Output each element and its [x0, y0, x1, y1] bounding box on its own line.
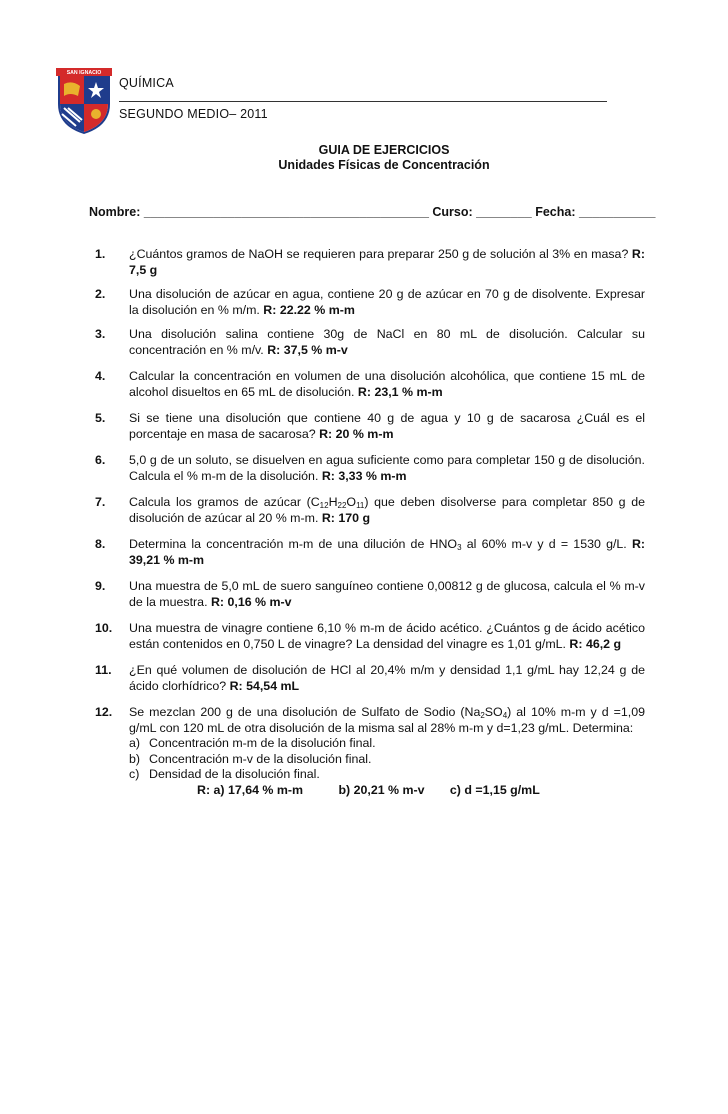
question-number: 12.: [95, 705, 113, 719]
question-number: 1.: [95, 247, 106, 261]
question-answer: R: 54,54 mL: [229, 678, 300, 693]
question-number: 2.: [95, 287, 106, 301]
question-number: 7.: [95, 495, 106, 509]
question-number: 6.: [95, 453, 106, 467]
subscript: 2: [480, 711, 485, 720]
subitem-text: Concentración m-m de la disolución final.: [149, 736, 376, 750]
question-3: [95, 327, 645, 358]
question-number: 10.: [95, 621, 113, 635]
final-answers: [129, 783, 645, 799]
subitem-c: [129, 767, 645, 783]
subitem-label: c): [129, 767, 140, 781]
subscript: 11: [356, 501, 365, 510]
subscript: 12: [319, 501, 329, 510]
question-12: [95, 705, 645, 798]
subscript: 22: [337, 501, 347, 510]
question-answer: R: 39,21 % m-m: [129, 537, 646, 567]
subscript: 4: [502, 711, 508, 720]
answer-c: c) d =1,15 g/mL: [449, 782, 540, 797]
question-number: 9.: [95, 579, 106, 593]
question-4: [95, 369, 645, 400]
question-5: [95, 411, 645, 442]
question-text: Calcular la concentración en volumen de una disolución alcohólica, que contiene 15 mL de alcohol disueltos en 65 mL de disolución.: [129, 369, 645, 399]
subitem-a: [129, 736, 645, 752]
question-text: Determina la concentración m-m de una dilución de HNO: [129, 537, 458, 551]
question-text: ¿Cuántos gramos de NaOH se requieren para preparar 250 g de solución al 3% en masa?: [129, 247, 632, 261]
logo-lettering: SAN IGNACIO: [66, 70, 102, 77]
question-text: Una disolución salina contiene 30g de NaCl en 80 mL de disolución. Calcular su concentración en % m/v.: [129, 327, 645, 357]
question-text: Una muestra de 5,0 mL de suero sanguíneo contiene 0,00812 g de glucosa, calcula el % m-v de la muestra.: [129, 579, 645, 609]
question-8: [95, 537, 645, 568]
question-text: Si se tiene una disolución que contiene 40 g de agua y 10 g de sacarosa ¿Cuál es el porcentaje en masa de sacarosa?: [129, 411, 645, 441]
question-text: ) al 10% m-m y d =1,09 g/mL con 120 mL de otra disolución de la misma sal al 28% m-m y d=1,23 g/mL. Determina:: [129, 705, 645, 735]
question-number: 8.: [95, 537, 106, 551]
question-answer: R: 37,5 % m-v: [267, 342, 348, 357]
question-text: Una disolución de azúcar en agua, contiene 20 g de azúcar en 70 g de disolvente. Expresar la disolución en % m/m.: [129, 287, 645, 317]
question-answer: R: 23,1 % m-m: [357, 384, 443, 399]
question-text: ) que deben disolverse para completar 850 g de disolución de azúcar al 20 % m-m.: [129, 495, 645, 525]
question-number: 3.: [95, 327, 106, 341]
subitem-text: Concentración m-v de la disolución final.: [149, 751, 372, 766]
student-info-line: Nombre: _________________________________________ Curso: ________ Fecha: ___________: [89, 205, 656, 219]
question-text: Calcula los gramos de azúcar (C: [129, 495, 320, 509]
question-text: SO: [484, 705, 503, 719]
answer-a: R: a) 17,64 % m-m: [197, 782, 304, 797]
header-level: SEGUNDO MEDIO– 2011: [119, 107, 268, 121]
subitem-b: [129, 752, 645, 768]
header-subject: QUÍMICA: [119, 76, 174, 90]
subitem-label: a): [129, 736, 141, 750]
subitem-label: b): [129, 751, 141, 766]
question-answer: R: 7,5 g: [129, 247, 645, 277]
question-text: ¿En qué volumen de disolución de HCl al 20,4% m/m y densidad 1,1 g/mL hay 12,24 g de ácido clorhídrico?: [129, 663, 645, 693]
question-text: Se mezclan 200 g de una disolución de Sulfato de Sodio (Na: [129, 705, 481, 719]
question-text: Una muestra de vinagre contiene 6,10 % m-m de ácido acético. ¿Cuántos g de ácido acético están contenidos en 0,750 L de vinagre? La densidad del vinagre es 1,01 g/mL.: [129, 621, 645, 651]
header-divider: [119, 101, 607, 102]
question-text: 5,0 g de un soluto, se disuelven en agua suficiente como para completar 150 g de disolución. Calcula el % m-m de la disolución.: [129, 453, 645, 483]
question-7: [95, 495, 645, 526]
question-answer: R: 46,2 g: [569, 636, 622, 651]
question-6: [95, 453, 645, 484]
question-number: 4.: [95, 369, 106, 383]
page-subtitle: Unidades Físicas de Concentración: [278, 158, 490, 172]
answer-b: b) 20,21 % m-v: [338, 782, 425, 797]
subscript: 3: [457, 543, 462, 552]
school-crest-logo: [56, 66, 112, 136]
question-10: [95, 621, 645, 652]
question-11: [95, 663, 645, 694]
question-text: H: [328, 495, 338, 509]
question-text: O: [346, 495, 357, 509]
question-text: al 60% m-v y d = 1530 g/L.: [461, 537, 632, 551]
question-answer: R: 0,16 % m-v: [210, 594, 292, 609]
question-number: 5.: [95, 411, 106, 425]
question-answer: R: 20 % m-m: [319, 426, 394, 441]
subitem-text: Densidad de la disolución final.: [149, 767, 320, 781]
question-1: [95, 247, 645, 278]
question-9: [95, 579, 645, 610]
question-answer: R: 170 g: [321, 510, 371, 525]
question-answer: R: 22.22 % m-m: [263, 302, 355, 317]
question-answer: R: 3,33 % m-m: [321, 468, 407, 483]
question-2: [95, 287, 645, 318]
question-number: 11.: [95, 663, 112, 677]
page-title: GUIA DE EJERCICIOS: [318, 143, 450, 157]
